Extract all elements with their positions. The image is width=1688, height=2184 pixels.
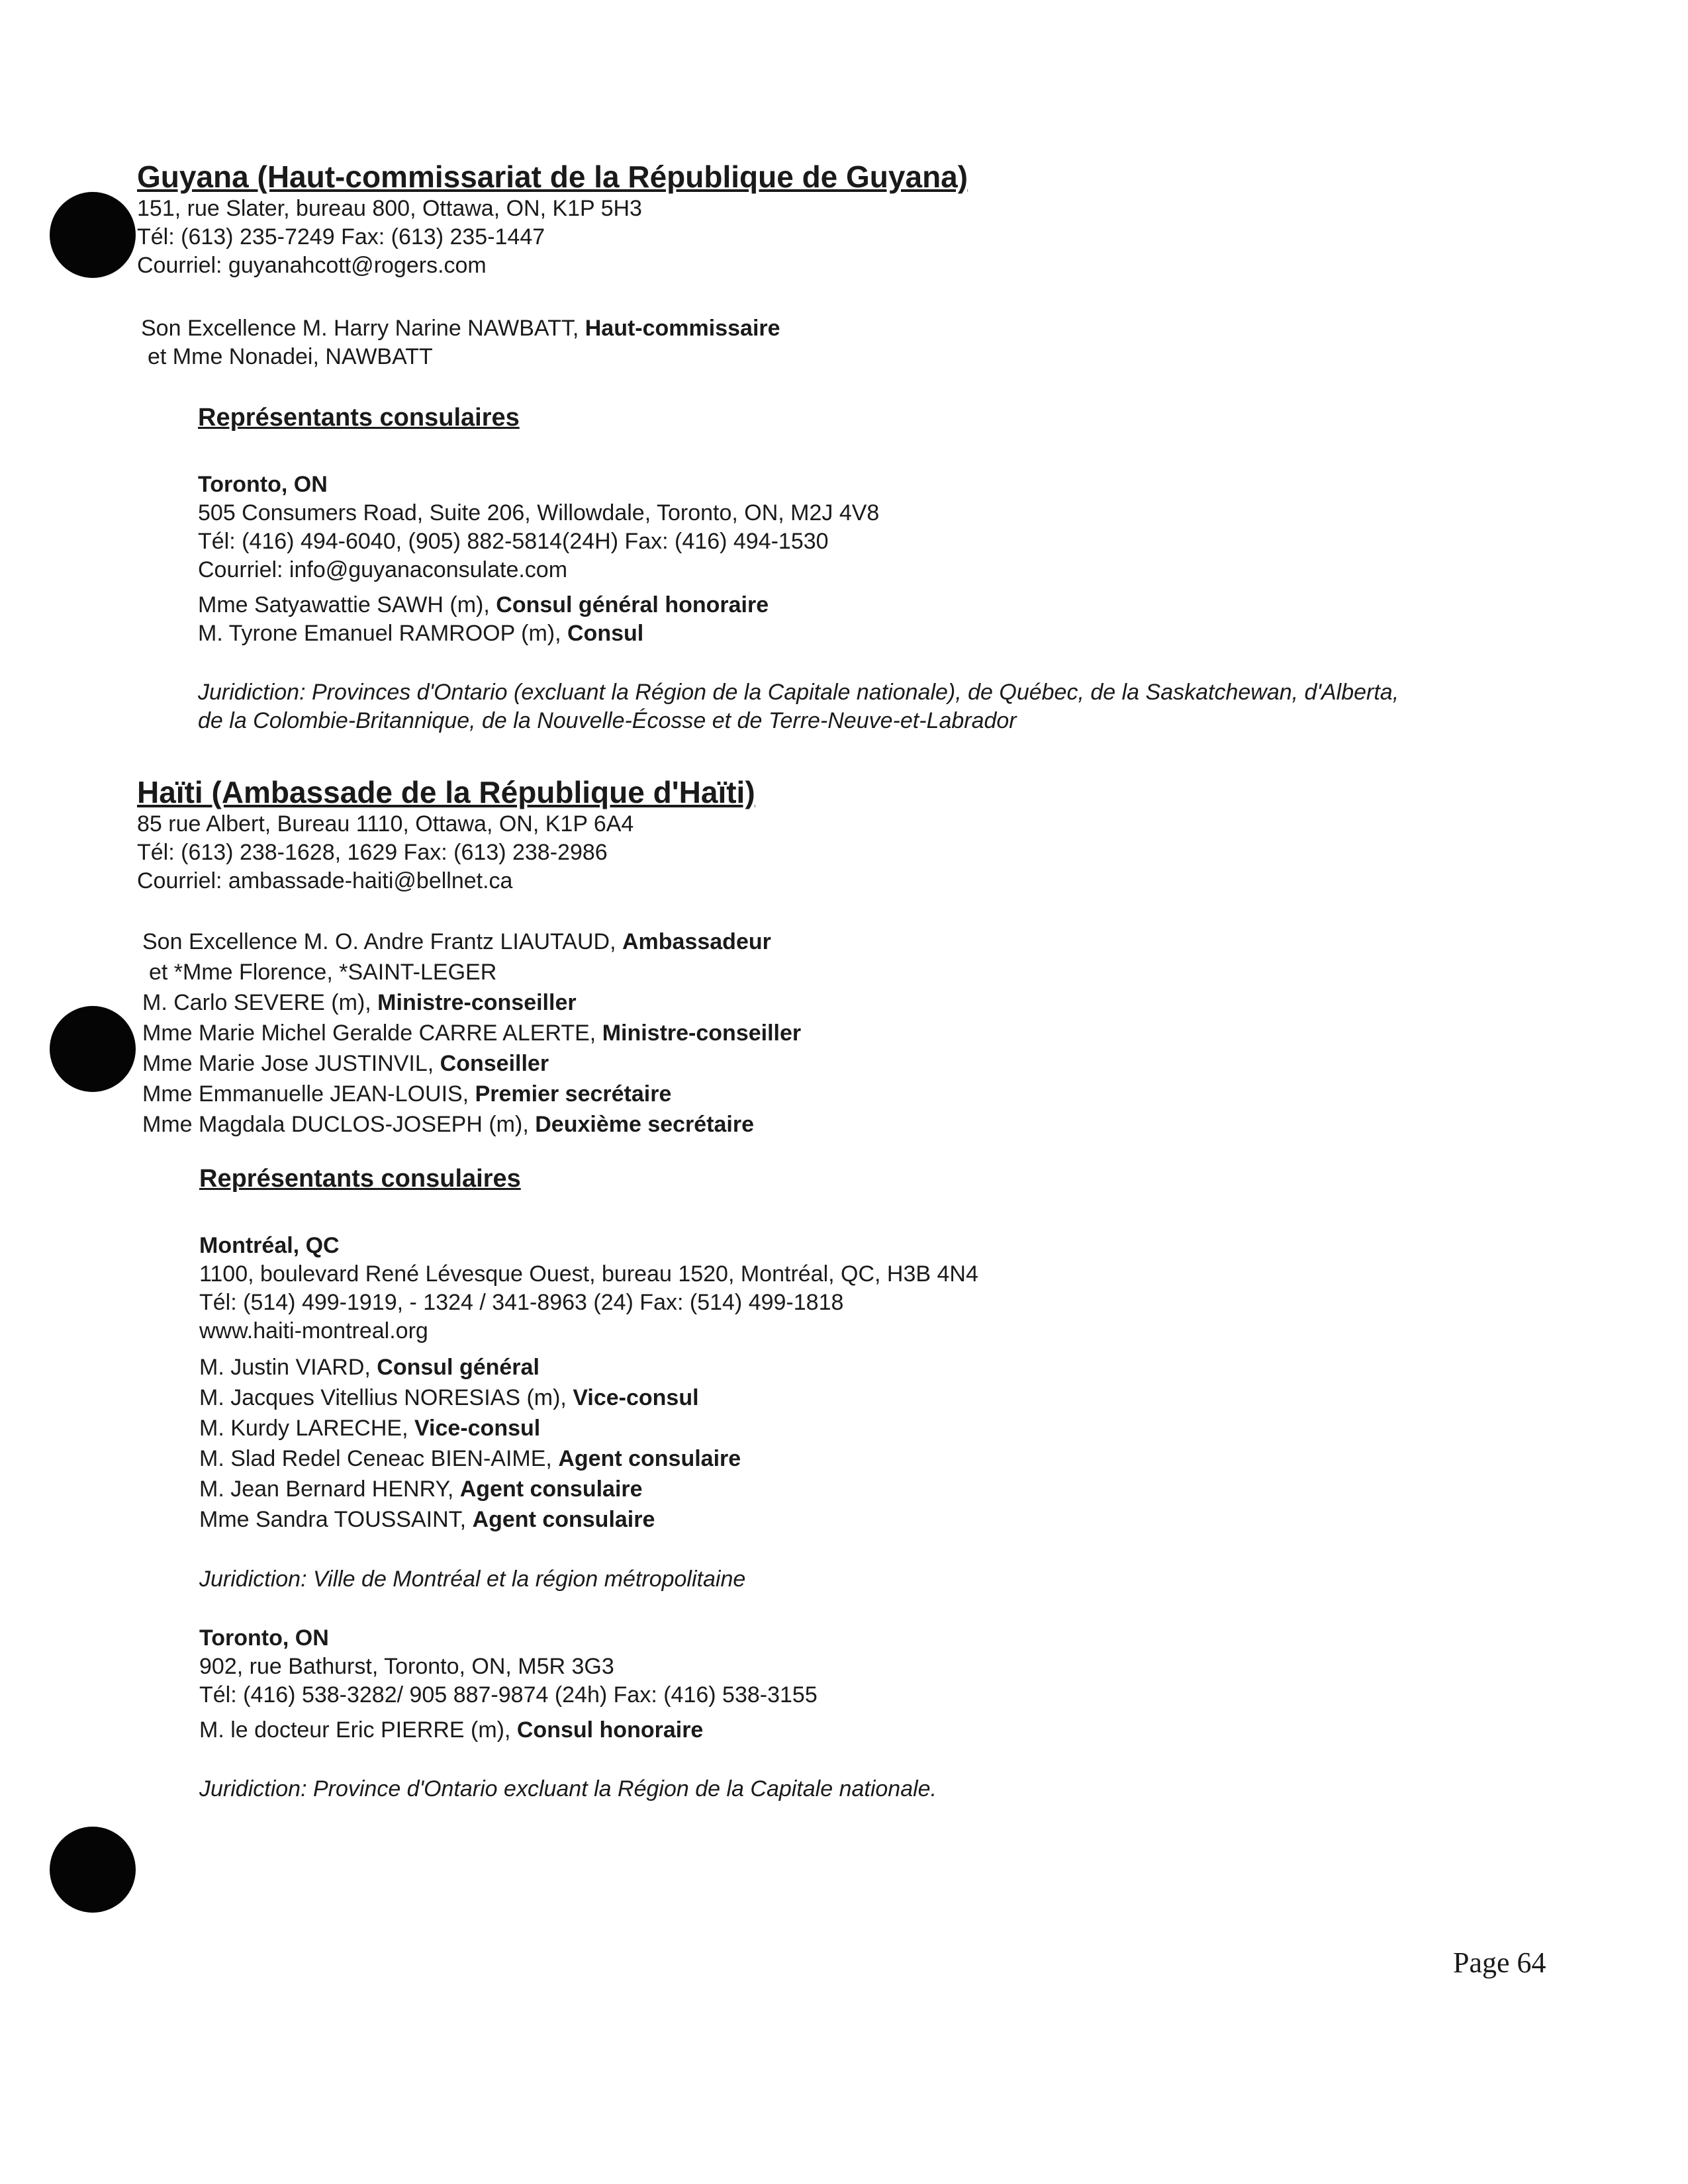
person-role: Agent consulaire [459, 1477, 643, 1502]
haiti-montreal-jurisdiction: Juridiction: Ville de Montréal et la région métropolitaine [199, 1567, 746, 1592]
person-role: Consul [567, 621, 644, 646]
guyana-toronto-city: Toronto, ON [198, 472, 328, 497]
guyana-toronto-phone: Tél: (416) 494-6040, (905) 882-5814(24H) Fax: (416) 494-1530 [198, 529, 829, 554]
guyana-head-line [141, 314, 780, 343]
person-role: Conseiller [440, 1051, 549, 1076]
guyana-toronto-jurisdiction-1: Juridiction: Provinces d'Ontario (excluant la Région de la Capitale nationale), de Québec, de la Saskatchewan, d'Alberta, [198, 680, 1399, 705]
person-role: Ministre-conseiller [377, 990, 577, 1015]
haiti-head-name: Son Excellence M. O. Andre Frantz LIAUTAUD, [142, 929, 622, 954]
person-role: Vice-consul [573, 1385, 699, 1410]
haiti-toronto-person [199, 1716, 978, 1745]
haiti-montreal-address: 1100, boulevard René Lévesque Ouest, bureau 1520, Montréal, QC, H3B 4N4 [199, 1261, 978, 1287]
person-name: M. Slad Redel Ceneac BIEN-AIME, [199, 1446, 559, 1471]
haiti-toronto-address: 902, rue Bathurst, Toronto, ON, M5R 3G3 [199, 1654, 614, 1679]
haiti-toronto-jurisdiction: Juridiction: Province d'Ontario excluant la Région de la Capitale nationale. [199, 1776, 937, 1801]
person-name: M. Justin VIARD, [199, 1355, 377, 1380]
guyana-toronto-person [198, 619, 1399, 648]
person-name: Mme Satyawattie SAWH (m), [198, 592, 496, 617]
haiti-address: 85 rue Albert, Bureau 1110, Ottawa, ON, K1P 6A4 [137, 811, 634, 837]
haiti-staff-row [142, 1018, 801, 1048]
haiti-consular-heading: Représentants consulaires [199, 1165, 521, 1193]
guyana-consular-section [198, 404, 1399, 735]
guyana-consular-heading: Représentants consulaires [198, 404, 520, 432]
haiti-spouse: et *Mme Florence, *SAINT-LEGER [149, 960, 497, 985]
person-name: M. Tyrone Emanuel RAMROOP (m), [198, 621, 567, 646]
punch-hole-bottom [50, 1827, 136, 1913]
punch-hole-top [50, 192, 136, 278]
haiti-montreal-phone: Tél: (514) 499-1919, - 1324 / 341-8963 (24) Fax: (514) 499-1818 [199, 1290, 844, 1315]
haiti-montreal-person [199, 1383, 978, 1413]
haiti-montreal-web: www.haiti-montreal.org [199, 1318, 428, 1343]
person-role: Vice-consul [414, 1416, 541, 1441]
haiti-toronto-phone: Tél: (416) 538-3282/ 905 887-9874 (24h) Fax: (416) 538-3155 [199, 1682, 818, 1707]
guyana-spouse: et Mme Nonadei, NAWBATT [148, 344, 433, 369]
haiti-toronto-city: Toronto, ON [199, 1625, 329, 1651]
punch-hole-middle [50, 1006, 136, 1092]
haiti-title: Haïti (Ambassade de la République d'Haïti) [137, 775, 755, 809]
page-number: Page 64 [1453, 1946, 1546, 1979]
haiti-phone: Tél: (613) 238-1628, 1629 Fax: (613) 238-2986 [137, 840, 608, 865]
haiti-staff-row [142, 987, 801, 1018]
guyana-toronto-address: 505 Consumers Road, Suite 206, Willowdale, Toronto, ON, M2J 4V8 [198, 500, 880, 525]
person-name: Mme Magdala DUCLOS-JOSEPH (m), [142, 1112, 536, 1137]
person-role: Premier secrétaire [475, 1081, 672, 1107]
person-name: M. Jacques Vitellius NORESIAS (m), [199, 1385, 573, 1410]
guyana-head-of-mission [141, 314, 780, 371]
haiti-montreal-city: Montréal, QC [199, 1233, 340, 1258]
haiti-head-line [142, 927, 801, 957]
guyana-head-name: Son Excellence M. Harry Narine NAWBATT, [141, 316, 585, 341]
haiti-staff-row [142, 1079, 801, 1109]
person-name: Mme Sandra TOUSSAINT, [199, 1507, 473, 1532]
person-role: Ministre-conseiller [602, 1021, 802, 1046]
person-role: Consul général honoraire [496, 592, 769, 617]
haiti-montreal-person [199, 1352, 978, 1383]
guyana-head-title: Haut-commissaire [585, 316, 780, 341]
person-name: M. Jean Bernard HENRY, [199, 1477, 460, 1502]
haiti-montreal-person [199, 1474, 978, 1504]
guyana-email: Courriel: guyanahcott@rogers.com [137, 253, 487, 278]
guyana-toronto-email: Courriel: info@guyanaconsulate.com [198, 557, 568, 582]
person-role: Consul honoraire [516, 1717, 704, 1743]
haiti-consular-section [199, 1165, 978, 1803]
haiti-staff-row [142, 1048, 801, 1079]
person-role: Consul général [377, 1355, 539, 1380]
guyana-toronto-person [198, 591, 1399, 619]
guyana-title: Guyana (Haut-commissariat de la République de Guyana) [137, 159, 968, 194]
person-name: Mme Marie Jose JUSTINVIL, [142, 1051, 440, 1076]
person-name: Mme Marie Michel Geralde CARRE ALERTE, [142, 1021, 602, 1046]
person-role: Agent consulaire [558, 1446, 741, 1471]
guyana-address: 151, rue Slater, bureau 800, Ottawa, ON, K1P 5H3 [137, 196, 642, 221]
haiti-montreal-person [199, 1413, 978, 1443]
haiti-head-title: Ambassadeur [622, 929, 771, 954]
guyana-toronto-jurisdiction-2: de la Colombie-Britannique, de la Nouvelle-Écosse et de Terre-Neuve-et-Labrador [198, 708, 1017, 733]
person-name: M. le docteur Eric PIERRE (m), [199, 1717, 517, 1743]
haiti-email: Courriel: ambassade-haiti@bellnet.ca [137, 868, 513, 893]
haiti-montreal-person [199, 1443, 978, 1474]
haiti-staff-row [142, 1109, 801, 1140]
person-role: Deuxième secrétaire [535, 1112, 755, 1137]
person-name: M. Kurdy LARECHE, [199, 1416, 414, 1441]
haiti-mission-staff [142, 927, 801, 1140]
haiti-header-block [137, 774, 755, 895]
guyana-header-block [137, 159, 968, 280]
person-name: Mme Emmanuelle JEAN-LOUIS, [142, 1081, 475, 1107]
guyana-phone: Tél: (613) 235-7249 Fax: (613) 235-1447 [137, 224, 545, 250]
person-role: Agent consulaire [472, 1507, 655, 1532]
haiti-montreal-person [199, 1504, 978, 1535]
person-name: M. Carlo SEVERE (m), [142, 990, 378, 1015]
